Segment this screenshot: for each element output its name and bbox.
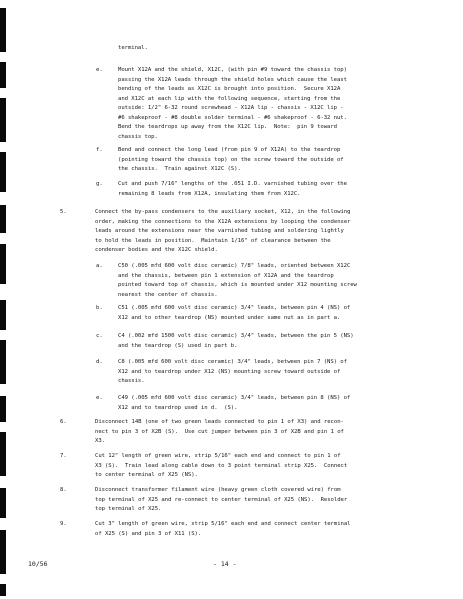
text-line: X3 (S). Train lead along cable down to 3 point terminal strip X25. Connect [95,462,348,469]
text-line: Disconnect transformer filament wire (heavy green cloth covered wire) from [95,487,341,493]
text-line: #6 shakeproof - #8 double solder terminal - #6 shakeproof - 6-32 nut. [118,114,347,121]
text-line: Disconnect 14B (one of two green leads connected to pin 1 of X3) and recon- [95,419,344,425]
text-line: of X25 (S) and pin 3 of X11 (S). [95,530,202,537]
item-marker: e. [96,395,103,401]
text-line: Bend and connect the long lead (from pin 9 of X12A) to the teardrop [118,147,341,153]
text-line: to hold the leads in position. Maintain 1/16" of clearance between the [95,237,331,244]
binding-mark [0,205,6,233]
binding-mark [0,98,6,142]
text-line: C50 (.005 mfd 600 volt disc ceramic) 7/8" leads, oriented between X12C [118,263,351,269]
item-marker: a. [96,263,103,269]
text-line: X12 and to teardrop under X12 (NS) mounting screw toward outside of [118,368,341,375]
page-number: - 14 - [213,560,237,568]
text-line: C49 (.005 mfd 600 volt disc ceramic) 3/4" leads, between pin 8 (NS) of [118,395,351,401]
text-line: nearest the center of chassis. [118,291,218,298]
binding-mark [0,432,6,476]
text-line: and X12C at each lip with the following sequence, starting from the [118,95,341,102]
binding-mark [0,396,6,422]
text-line: C51 (.005 mfd 600 volt disc ceramic) 3/4" leads, between pin 4 (NS) of [118,305,351,311]
text-line: X12 and to other teardrop (NS) mounted under same nut as in part a. [118,314,341,321]
item-marker: d. [96,359,103,365]
binding-mark [0,584,6,596]
item-marker: 7. [60,453,67,459]
text-line: to center terminal of X25 (NS). [95,472,198,478]
text-line: chassis top. [118,133,158,140]
text-line: Bend the teardrops up away from the X12C lip. Note: pin 9 toward [118,124,337,130]
text-line: the chassis. Train against X12C (S). [118,166,241,172]
text-line: X12 and to teardrop used in d. (S). [118,404,238,411]
text-line: pointed toward top of chassis, which is mounted under X12 mounting screw [118,282,357,288]
lead-in-text: terminal. [118,45,148,51]
footer-date: 10/56 [28,560,48,568]
item-marker: b. [96,305,103,311]
item-marker: 5. [60,209,67,215]
text-line: leads around the extensions near the varnished tubing and soldering lightly [95,228,344,234]
text-line: and the teardrop (S) used in part b. [118,342,238,349]
text-line: Cut 12" length of green wire, strip 5/16" each end and connect to pin 1 of [95,453,341,459]
binding-mark [0,62,6,88]
text-line: Cut and push 7/16" lengths of the .051 I.D. varnished tubing over the [118,181,347,187]
binding-mark [0,488,6,518]
text-line: Mount X12A and the shield, X12C, (with pin #9 toward the chassis top) [118,67,347,73]
item-marker: g. [96,181,103,187]
text-line: Connect the by-pass condensers to the auxiliary socket, X12, in the following [95,209,351,215]
binding-mark [0,244,6,284]
text-line: nect to pin 3 of X2B (S). Use cut jumper between pin 3 of X2B and pin 1 of [95,428,344,435]
binding-mark [0,530,6,574]
text-line: X3. [95,438,105,444]
text-line: (pointing toward the chassis top) on the screw toward the outside of [118,156,344,163]
text-line: Cut 3" length of green wire, strip 5/16" each end and connect center terminal [95,521,351,527]
item-marker: f. [96,147,103,153]
text-line: chassis. [118,378,145,384]
item-marker: e. [96,67,103,73]
text-line: outside: 1/2" 6-32 round screwhead - X12A lip - chassis - X12C lip - [118,105,344,111]
binding-mark [0,340,6,384]
binding-mark [0,300,6,330]
text-line: C8 (.005 mfd 600 volt disc ceramic) 3/4" leads, between pin 7 (NS) of [118,359,347,365]
text-line: top terminal of X25 and re-connect to center terminal of X25 (NS). Resolder [95,496,348,503]
item-marker: 6. [60,419,67,425]
item-marker: 8. [60,487,67,493]
text-line: and the chassis, between pin 1 extension of X12A and the teardrop [118,272,334,279]
text-line: condenser bodies and the X12C shield. [95,247,218,253]
text-line: C4 (.002 mfd 1500 volt disc ceramic) 3/4" leads, between the pin 5 (NS) [118,333,354,339]
binding-mark [0,8,6,52]
item-marker: 9. [60,521,67,527]
text-line: remaining 8 leads from X12A, insulating them from X12C. [118,190,301,197]
text-line: order, making the connections to the X12A extensions by looping the condenser [95,218,351,225]
item-marker: c. [96,333,103,339]
text-line: top terminal of X25. [95,506,162,512]
text-line: passing the X12A leads through the shield holes which cause the least [118,76,347,83]
text-line: bending of the leads as X12C is brought into position. Secure X12A [118,86,341,92]
binding-mark [0,152,6,192]
